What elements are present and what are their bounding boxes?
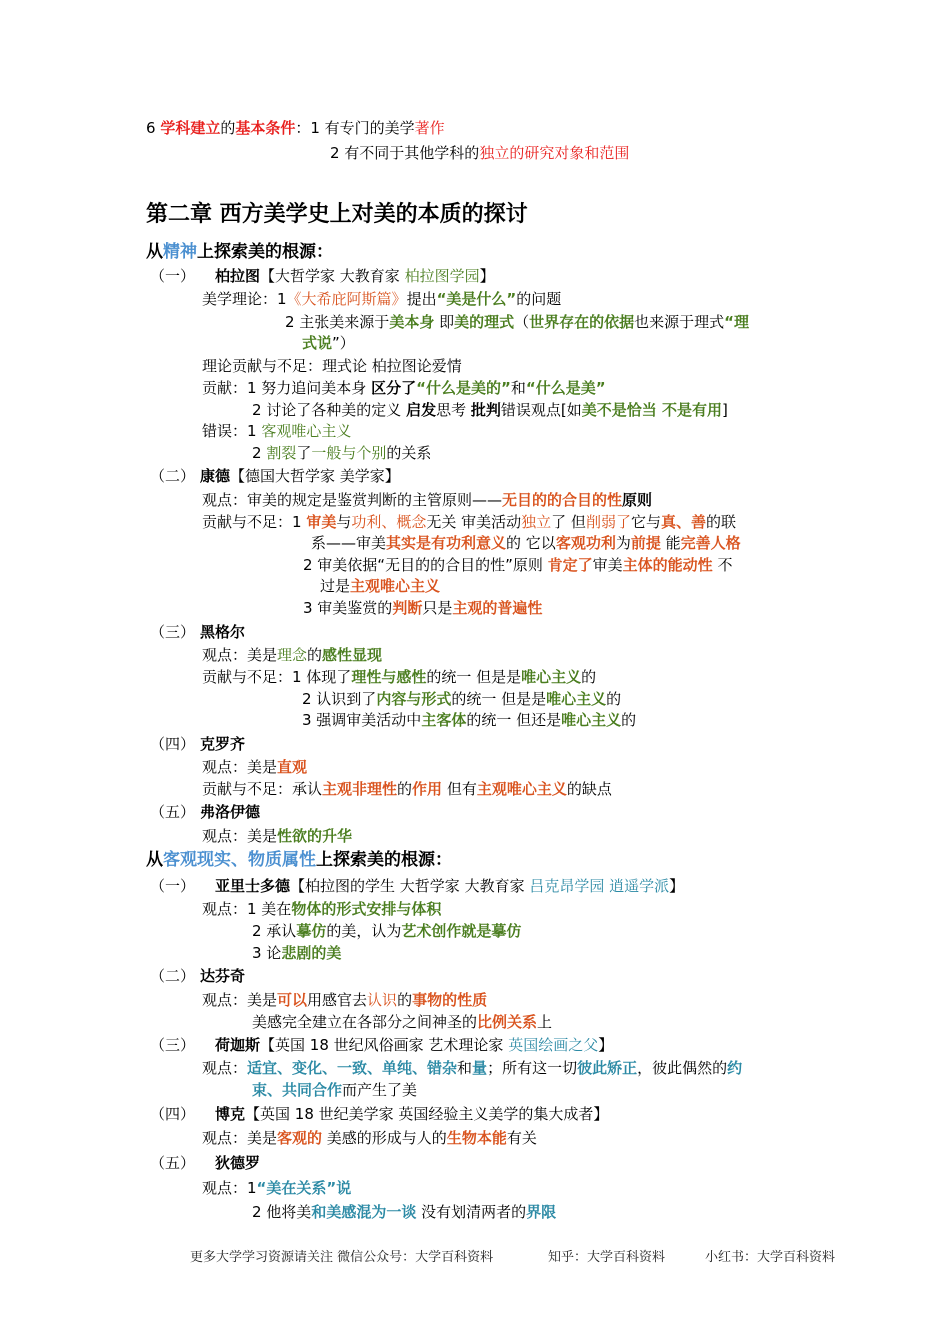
davinci-view-1: 观点：美是可以用感官去认识的事物的性质 <box>202 991 488 1009</box>
kant-contribution-2-cont: 过是主观唯心主义 <box>320 577 441 595</box>
chapter-title: 第二章 西方美学史上对美的本质的探讨 <box>146 202 528 227</box>
hogarth-view-2: 束、共同合作而产生了美 <box>252 1081 418 1099</box>
kant-contribution-1-cont: 系——审美其实是有功利意义的 它以客观功利为前提 能完善人格 <box>311 534 741 552</box>
plato-contribution-2: 2 讨论了各种美的定义 启发思考 批判错误观点[如美不是恰当 不是有用] <box>252 401 728 419</box>
hegel-contribution-1: 贡献与不足：1 体现了理性与感性的统一 但是是唯心主义的 <box>202 668 597 686</box>
plato-heading: （一） 柏拉图【大哲学家 大教育家 柏拉图学园】 <box>150 267 495 285</box>
section-heading-objective: 从客观现实、物质属性上探索美的根源： <box>146 850 452 870</box>
kant-view: 观点：审美的规定是鉴赏判断的主管原则——无目的的合目的性原则 <box>202 491 653 509</box>
aristotle-heading: （一） 亚里士多德【柏拉图的学生 大哲学家 大教育家 吕克昂学园 逍遥学派】 <box>150 877 685 895</box>
kant-heading: （二） 康德【德国大哲学家 美学家】 <box>150 467 400 485</box>
croce-heading: （四） 克罗齐 <box>150 735 246 753</box>
aristotle-view-1: 观点：1 美在物体的形式安排与体积 <box>202 900 442 918</box>
footer-zhihu: 知乎：大学百科资料 <box>548 1250 666 1265</box>
plato-error-2: 2 割裂了一般与个别的关系 <box>252 444 432 462</box>
hogarth-view-1: 观点：适宜、变化、一致、单纯、错杂和量；所有这一切彼此矫正，彼此偶然的约 <box>202 1059 743 1077</box>
plato-contribution-heading: 理论贡献与不足：理式论 柏拉图论爱情 <box>202 357 462 375</box>
hegel-view: 观点：美是理念的感性显现 <box>202 646 383 664</box>
croce-contribution: 贡献与不足：承认主观非理性的作用 但有主观唯心主义的缺点 <box>202 780 612 798</box>
burke-view: 观点：美是客观的 美感的形成与人的生物本能有关 <box>202 1129 537 1147</box>
plato-contribution-1: 贡献：1 努力追问美本身 区分了“什么是美的”和“什么是美” <box>202 379 606 397</box>
hogarth-heading: （三） 荷迦斯【英国 18 世纪风俗画家 艺术理论家 英国绘画之父】 <box>150 1036 614 1054</box>
hegel-heading: （三） 黑格尔 <box>150 623 246 641</box>
hegel-contribution-2: 2 认识到了内容与形式的统一 但是是唯心主义的 <box>302 690 622 708</box>
section-heading-spirit: 从精神上探索美的根源： <box>146 242 333 262</box>
hegel-contribution-3: 3 强调审美活动中主客体的统一 但还是唯心主义的 <box>302 711 637 729</box>
diderot-view-2: 2 他将美和美感混为一谈 没有划清两者的界限 <box>252 1203 557 1221</box>
freud-heading: （五） 弗洛伊德 <box>150 803 261 821</box>
aristotle-view-3: 3 论悲剧的美 <box>252 944 342 962</box>
plato-theory-2: 2 主张美来源于美本身 即美的理式（世界存在的依据也来源于理式“理 <box>285 313 750 331</box>
burke-heading: （四） 博克【英国 18 世纪美学家 英国经验主义美学的集大成者】 <box>150 1105 609 1123</box>
diderot-heading: （五） 狄德罗 <box>150 1154 261 1172</box>
kant-contribution-2: 2 审美依据“无目的的合目的性”原则 肯定了审美主体的能动性 不 <box>303 556 733 574</box>
diderot-view-1: 观点：1“美在关系”说 <box>202 1179 352 1197</box>
croce-view: 观点：美是直观 <box>202 758 308 776</box>
footer-xiaohongshu: 小红书：大学百科资料 <box>705 1250 836 1265</box>
condition-line-1: 6 学科建立的基本条件：1 有专门的美学著作 <box>146 119 445 137</box>
freud-view: 观点：美是性欲的升华 <box>202 827 353 845</box>
aristotle-view-2: 2 承认摹仿的美，认为艺术创作就是摹仿 <box>252 922 522 940</box>
footer-wechat: 更多大学学习资源请关注 微信公众号：大学百科资料 <box>190 1250 494 1265</box>
condition-line-2: 2 有不同于其他学科的独立的研究对象和范围 <box>330 144 630 162</box>
kant-contribution-1: 贡献与不足：1 审美与功利、概念无关 审美活动独立了 但削弱了它与真、善的联 <box>202 513 736 531</box>
davinci-view-2: 美感完全建立在各部分之间神圣的比例关系上 <box>252 1013 553 1031</box>
plato-theory-1: 美学理论：1《大希庇阿斯篇》提出“美是什么”的问题 <box>202 290 562 308</box>
plato-error-1: 错误：1 客观唯心主义 <box>202 422 352 440</box>
kant-contribution-3: 3 审美鉴赏的判断只是主观的普遍性 <box>303 599 543 617</box>
plato-theory-2-cont: 式说”） <box>302 334 355 352</box>
davinci-heading: （二） 达芬奇 <box>150 967 246 985</box>
